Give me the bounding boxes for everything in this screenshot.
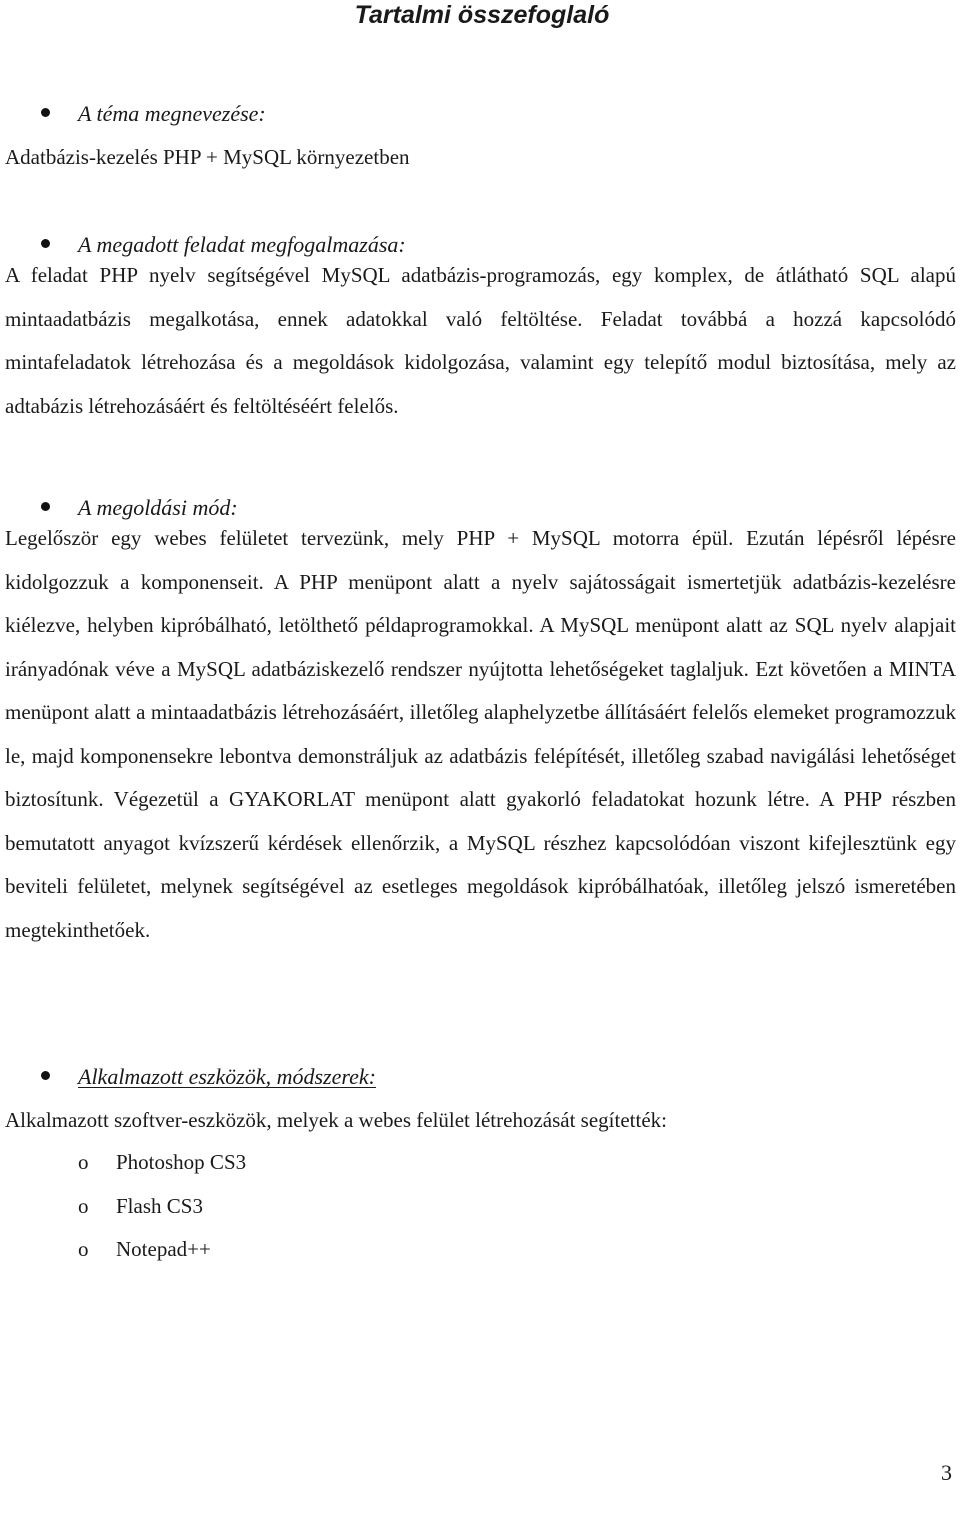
- list-item: [5, 1147, 956, 1191]
- section-heading: [5, 99, 956, 129]
- section-topic: [5, 99, 956, 172]
- section-heading-text: A téma megnevezése:: [78, 101, 266, 126]
- bullet-icon: [41, 239, 50, 248]
- section-body: A feladat PHP nyelv segítségével MySQL adatbázis-programozás, egy komplex, de átlátható SQL alapú mintaadatbázis megalkotása, ennek adatokkal való feltöltése. Feladat továbbá a hozzá kapcsolódó mintafeladatok létrehozása és a megoldások kidolgozása, valamint egy telepítő modul biztosítása, mely az adtabázis létrehozásáért és feltöltéséért felelős.: [5, 263, 956, 418]
- section-heading: [5, 493, 956, 523]
- section-body: Legelőször egy webes felületet tervezünk, mely PHP + MySQL motorra épül. Ezután lépésről lépésre kidolgozzuk a komponenseit. A PHP menüpont alatt a nyelv sajátosságait ismertetjük adatbázis-kezelésre kiélezve, helyben kipróbálható, letölthető példaprogramokkal. A MySQL menüpont alatt az SQL nyelv alapjait irányadónak véve a MySQL adatbáziskezelő rendszer nyújtotta lehetőségeket taglaljuk. Ezt követően a MINTA menüpont alatt a mintaadatbázis létrehozásáért, illetőleg alaphelyzetbe állításáért felelős elemeket programozzuk le, majd komponensekre lebontva demonstráljuk az adatbázis felépítését, illetőleg szabad navigálási lehetőséget biztosítunk. Végezetül a GYAKORLAT menüpont alatt gyakorló feladatokat hozunk létre. A PHP részben bemutatott anyagot kvízszerű kérdések ellenőrzik, a MySQL részhez kapcsolódóan viszont kifejlesztünk egy beviteli felületet, melynek segítségével az esetleges megoldások kipróbálhatóak, illetőleg jelszó ismeretében megtekinthetőek.: [5, 526, 956, 942]
- list-marker: o: [78, 1193, 89, 1218]
- section-heading-text: Alkalmazott eszközök, módszerek:: [78, 1064, 376, 1089]
- list-item-text: Photoshop CS3: [116, 1150, 247, 1174]
- section-heading: [5, 1062, 956, 1092]
- list-item: [5, 1191, 956, 1235]
- section-heading-text: A megoldási mód:: [78, 495, 238, 520]
- section-task: [5, 230, 956, 428]
- section-heading: [5, 230, 956, 260]
- list-item: [5, 1234, 956, 1278]
- section-body: Adatbázis-kezelés PHP + MySQL környezetben: [5, 145, 410, 169]
- list-marker: o: [78, 1150, 89, 1174]
- list-marker: o: [78, 1237, 89, 1261]
- list-item-text: Notepad++: [116, 1237, 211, 1261]
- section-body: Alkalmazott szoftver-eszközök, melyek a webes felület létrehozását segítették:: [5, 1108, 667, 1132]
- section-method: [5, 493, 956, 952]
- document-title: Tartalmi összefoglaló: [354, 1, 610, 29]
- page-number: 3: [941, 1460, 952, 1485]
- bullet-icon: [41, 1071, 50, 1080]
- section-heading-text: A megadott feladat megfogalmazása:: [78, 232, 406, 257]
- section-tools: [5, 1062, 956, 1278]
- list-item-text: Flash CS3: [116, 1193, 203, 1218]
- tools-list: [5, 1147, 956, 1278]
- bullet-icon: [41, 502, 50, 511]
- bullet-icon: [41, 108, 50, 117]
